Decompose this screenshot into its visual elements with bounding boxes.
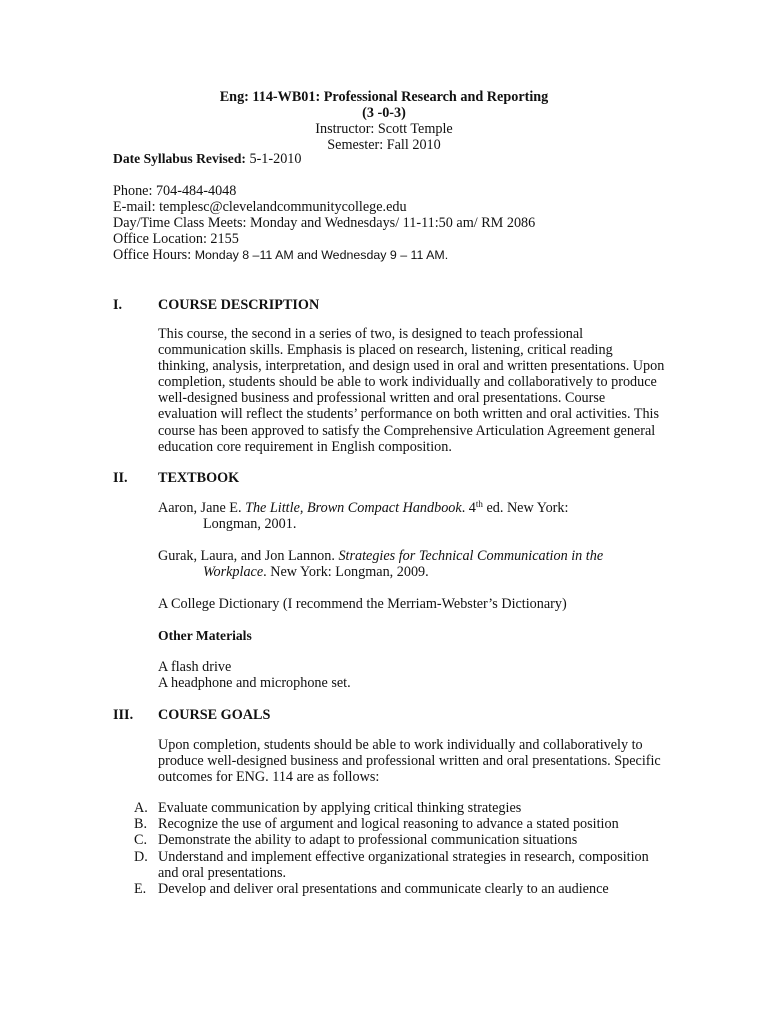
paragraph-line: communication skills. Emphasis is placed on research, listening, critical reading [158,342,613,359]
section-number: III. [113,707,134,723]
course-header [0,89,768,153]
book-author: Gurak, Laura, and Jon Lannon. [158,548,339,564]
course-credits: (3 -0-3) [362,105,406,121]
list-item: A flash drive [158,659,232,675]
email-line: E-mail: templesc@clevelandcommunitycollege.edu [113,199,407,216]
class-meets-line: Day/Time Class Meets: Monday and Wednesdays/ 11-11:50 am/ RM 2086 [113,215,536,232]
paragraph-line: outcomes for ENG. 114 are as follows: [158,769,380,786]
book-publisher: . New York: Longman, 2009. [263,564,429,581]
revision-date [113,151,302,167]
list-text: Recognize the use of argument and logical reasoning to advance a stated position [158,816,619,833]
office-hours-line [113,247,535,263]
edition-suffix: th [475,499,483,509]
course-description [158,326,665,455]
citation-line: Longman, 2001. [203,516,297,533]
paragraph-line: education core requirement in English composition. [158,438,452,455]
list-letter: D. [134,848,148,865]
book-edition: . 4 [461,500,476,516]
list-letter: B. [134,816,148,833]
revision-label: Date Syllabus Revised: [113,151,246,166]
course-title: Eng: 114-WB01: Professional Research and Reporting [219,89,549,105]
office-location-line: Office Location: 2155 [113,231,239,248]
paragraph-line: course has been approved to satisfy the Comprehensive Articulation Agreement general [158,422,656,439]
list-text: Understand and implement effective organizational strategies in research, composition [158,848,649,865]
dictionary-line [158,596,567,612]
section-number: I. [113,297,123,313]
textbook-citation-1 [158,500,568,532]
paragraph-line: This course, the second in a series of two, is designed to teach professional [158,326,584,342]
instructor-line: Instructor: Scott Temple [315,121,453,137]
goals-intro [158,737,661,786]
other-materials-heading: Other Materials [158,628,252,643]
paragraph-line: produce well-designed business and professional written and oral presentations. Specific [158,753,661,770]
other-materials-list [158,659,351,691]
list-text: Demonstrate the ability to adapt to professional communication situations [158,832,578,849]
citation-line [158,500,568,516]
list-letter: E. [134,880,147,897]
book-author: Aaron, Jane E. [158,500,246,516]
paragraph-line: Upon completion, students should be able to work individually and collaboratively to [158,737,643,753]
section-title: COURSE GOALS [158,707,271,723]
book-title: The Little, Brown Compact Handbook [245,500,462,516]
paragraph-line: thinking, analysis, interpretation, and design used in oral and written presentations. Upon [158,358,665,375]
book-title: Strategies for Technical Communication in the [338,548,604,564]
office-hours-label: Office Hours: [113,247,195,264]
paragraph-line: evaluation will reflect the students’ performance on both written and oral activities. This [158,406,660,423]
book-publisher-start: ed. New York: [482,500,569,516]
section-title: COURSE DESCRIPTION [158,297,320,313]
book-title-continued: Workplace [203,564,264,581]
phone-line: Phone: 704-484-4048 [113,183,237,199]
office-hours-value: Monday 8 –11 AM and Wednesday 9 – 11 AM. [194,248,449,263]
contact-block [113,183,535,263]
paragraph-line: well-designed business and professional written and oral presentations. Course [158,390,606,407]
list-text: Evaluate communication by applying critical thinking strategies [158,800,522,816]
list-letter: C. [134,832,148,849]
semester-line: Semester: Fall 2010 [327,137,441,153]
citation-line [158,564,603,580]
dictionary-text: A College Dictionary (I recommend the Merriam-Webster’s Dictionary) [158,596,567,612]
list-text: Develop and deliver oral presentations and communicate clearly to an audience [158,880,609,897]
section-title: TEXTBOOK [158,470,240,486]
section-number: II. [113,470,128,486]
list-item: A headphone and microphone set. [158,675,351,692]
citation-line [158,548,603,564]
revision-value: 5-1-2010 [245,151,302,167]
paragraph-line: completion, students should be able to work individually and collaboratively to produce [158,374,657,391]
list-letter: A. [134,800,148,816]
textbook-citation-2 [158,548,603,580]
list-text: and oral presentations. [158,864,287,881]
